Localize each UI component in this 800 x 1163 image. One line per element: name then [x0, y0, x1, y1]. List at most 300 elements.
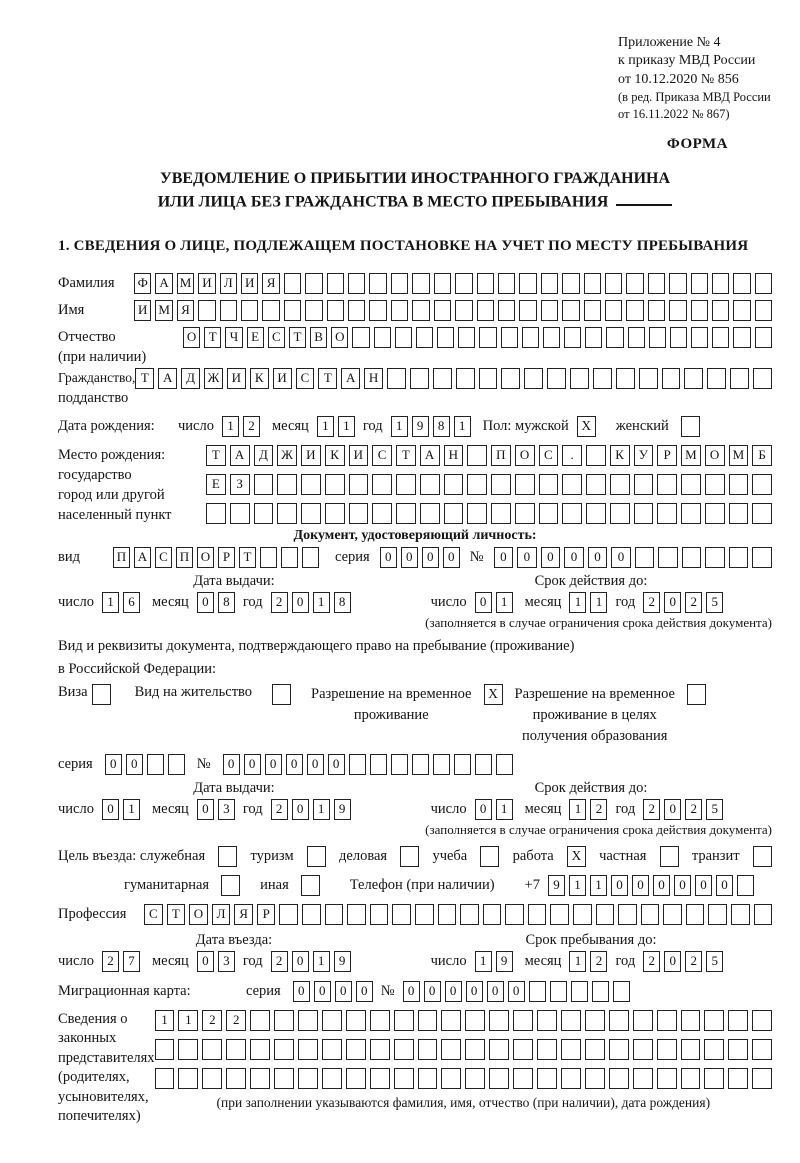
char-cell[interactable] [755, 300, 772, 321]
char-cell[interactable]: 1 [475, 951, 492, 972]
char-cell[interactable] [635, 547, 655, 568]
char-cell[interactable] [465, 1010, 485, 1031]
char-cell[interactable] [305, 273, 322, 294]
char-cell[interactable] [681, 1010, 701, 1031]
char-cell[interactable] [279, 904, 298, 925]
char-cell[interactable] [513, 1068, 533, 1089]
char-cell[interactable]: 0 [487, 981, 504, 1002]
char-cell[interactable]: 0 [541, 547, 561, 568]
char-cell[interactable]: 2 [590, 799, 607, 820]
char-cell[interactable]: Л [212, 904, 231, 925]
char-cell[interactable]: К [610, 445, 630, 466]
char-cell[interactable] [537, 1010, 557, 1031]
char-cell[interactable] [705, 474, 725, 495]
char-cell[interactable] [444, 474, 464, 495]
char-cell[interactable] [618, 904, 637, 925]
char-cell[interactable]: 0 [292, 799, 309, 820]
char-cell[interactable] [479, 327, 496, 348]
char-cell[interactable] [541, 273, 558, 294]
char-cell[interactable] [284, 273, 301, 294]
char-cell[interactable] [230, 503, 250, 524]
char-cell[interactable] [198, 300, 215, 321]
char-cell[interactable] [628, 327, 645, 348]
char-cell[interactable] [648, 300, 665, 321]
char-cell[interactable] [434, 300, 451, 321]
char-cell[interactable] [391, 273, 408, 294]
char-cell[interactable]: 1 [123, 799, 140, 820]
char-cell[interactable] [477, 300, 494, 321]
char-cell[interactable]: О [515, 445, 535, 466]
char-cell[interactable] [418, 1068, 438, 1089]
purpose-business-checkbox[interactable] [400, 846, 419, 867]
char-cell[interactable]: С [155, 547, 172, 568]
char-cell[interactable]: М [155, 300, 172, 321]
char-cell[interactable]: 9 [334, 799, 351, 820]
char-cell[interactable] [752, 547, 772, 568]
char-cell[interactable] [573, 904, 592, 925]
char-cell[interactable]: Ч [225, 327, 242, 348]
char-cell[interactable]: У [634, 445, 654, 466]
char-cell[interactable] [301, 474, 321, 495]
sex-female-checkbox[interactable] [681, 416, 700, 437]
char-cell[interactable]: 1 [313, 951, 330, 972]
char-cell[interactable] [586, 503, 606, 524]
char-cell[interactable] [639, 368, 658, 389]
char-cell[interactable] [479, 368, 498, 389]
char-cell[interactable] [584, 273, 601, 294]
char-cell[interactable]: С [268, 327, 285, 348]
char-cell[interactable] [708, 904, 727, 925]
char-cell[interactable]: А [341, 368, 360, 389]
char-cell[interactable] [505, 904, 524, 925]
char-cell[interactable] [626, 273, 643, 294]
char-cell[interactable] [691, 273, 708, 294]
char-cell[interactable]: 0 [564, 547, 584, 568]
char-cell[interactable] [681, 1039, 701, 1060]
char-cell[interactable] [250, 1068, 270, 1089]
char-cell[interactable]: Б [752, 445, 772, 466]
char-cell[interactable] [441, 1039, 461, 1060]
char-cell[interactable]: И [349, 445, 369, 466]
char-cell[interactable] [396, 503, 416, 524]
char-cell[interactable] [374, 327, 391, 348]
char-cell[interactable] [609, 1068, 629, 1089]
char-cell[interactable]: 0 [664, 592, 681, 613]
char-cell[interactable]: 3 [218, 951, 235, 972]
char-cell[interactable] [420, 503, 440, 524]
char-cell[interactable]: 0 [403, 981, 420, 1002]
char-cell[interactable] [753, 368, 772, 389]
char-cell[interactable]: И [273, 368, 292, 389]
char-cell[interactable] [561, 1039, 581, 1060]
char-cell[interactable]: О [197, 547, 214, 568]
char-cell[interactable] [609, 1039, 629, 1060]
char-cell[interactable]: 0 [307, 754, 324, 775]
char-cell[interactable] [396, 474, 416, 495]
char-cell[interactable] [733, 273, 750, 294]
char-cell[interactable]: 0 [293, 981, 310, 1002]
char-cell[interactable]: Ж [204, 368, 223, 389]
char-cell[interactable]: 1 [178, 1010, 198, 1031]
char-cell[interactable] [704, 1068, 724, 1089]
char-cell[interactable]: Ф [134, 273, 151, 294]
char-cell[interactable] [274, 1010, 294, 1031]
char-cell[interactable] [513, 1010, 533, 1031]
purpose-private-checkbox[interactable] [660, 846, 679, 867]
char-cell[interactable]: Е [247, 327, 264, 348]
char-cell[interactable] [704, 1039, 724, 1060]
char-cell[interactable]: 2 [271, 799, 288, 820]
char-cell[interactable]: 9 [548, 875, 565, 896]
char-cell[interactable] [325, 503, 345, 524]
char-cell[interactable] [369, 273, 386, 294]
char-cell[interactable]: 8 [334, 592, 351, 613]
char-cell[interactable]: А [230, 445, 250, 466]
char-cell[interactable]: 0 [286, 754, 303, 775]
char-cell[interactable] [346, 1039, 366, 1060]
char-cell[interactable]: 0 [632, 875, 649, 896]
char-cell[interactable] [633, 1039, 653, 1060]
char-cell[interactable]: 0 [126, 754, 143, 775]
char-cell[interactable] [585, 327, 602, 348]
char-cell[interactable] [178, 1068, 198, 1089]
char-cell[interactable] [327, 273, 344, 294]
temp-residence-edu-checkbox[interactable] [687, 684, 706, 705]
char-cell[interactable]: 8 [433, 416, 450, 437]
char-cell[interactable] [392, 904, 411, 925]
char-cell[interactable] [712, 273, 729, 294]
char-cell[interactable] [605, 300, 622, 321]
char-cell[interactable]: 0 [475, 799, 492, 820]
char-cell[interactable] [327, 300, 344, 321]
char-cell[interactable] [537, 1039, 557, 1060]
char-cell[interactable] [561, 1010, 581, 1031]
purpose-work-checkbox[interactable]: X [567, 846, 586, 867]
char-cell[interactable]: М [177, 273, 194, 294]
char-cell[interactable] [349, 754, 366, 775]
char-cell[interactable]: 2 [102, 951, 119, 972]
char-cell[interactable] [394, 1068, 414, 1089]
char-cell[interactable] [467, 503, 487, 524]
char-cell[interactable] [729, 547, 749, 568]
char-cell[interactable]: 2 [685, 799, 702, 820]
char-cell[interactable] [657, 503, 677, 524]
char-cell[interactable] [681, 474, 701, 495]
char-cell[interactable] [456, 368, 475, 389]
char-cell[interactable] [412, 273, 429, 294]
char-cell[interactable]: С [144, 904, 163, 925]
char-cell[interactable] [433, 368, 452, 389]
char-cell[interactable] [562, 273, 579, 294]
char-cell[interactable]: П [491, 445, 511, 466]
char-cell[interactable] [298, 1010, 318, 1031]
char-cell[interactable] [348, 300, 365, 321]
char-cell[interactable]: 0 [588, 547, 608, 568]
char-cell[interactable] [155, 1039, 175, 1060]
char-cell[interactable] [691, 327, 708, 348]
char-cell[interactable]: Т [239, 547, 256, 568]
char-cell[interactable]: Н [444, 445, 464, 466]
char-cell[interactable] [460, 904, 479, 925]
char-cell[interactable] [352, 327, 369, 348]
char-cell[interactable] [585, 1010, 605, 1031]
char-cell[interactable]: 0 [102, 799, 119, 820]
char-cell[interactable]: П [113, 547, 130, 568]
char-cell[interactable] [437, 327, 454, 348]
char-cell[interactable]: 9 [496, 951, 513, 972]
char-cell[interactable] [465, 1068, 485, 1089]
char-cell[interactable]: 1 [569, 875, 586, 896]
char-cell[interactable]: 0 [292, 592, 309, 613]
char-cell[interactable]: 0 [105, 754, 122, 775]
char-cell[interactable] [733, 327, 750, 348]
char-cell[interactable] [634, 503, 654, 524]
char-cell[interactable]: Я [177, 300, 194, 321]
char-cell[interactable]: 9 [334, 951, 351, 972]
char-cell[interactable]: 0 [475, 592, 492, 613]
char-cell[interactable]: И [198, 273, 215, 294]
char-cell[interactable] [550, 904, 569, 925]
char-cell[interactable] [691, 300, 708, 321]
char-cell[interactable] [684, 368, 703, 389]
char-cell[interactable] [528, 904, 547, 925]
char-cell[interactable]: 2 [685, 951, 702, 972]
char-cell[interactable]: 2 [271, 592, 288, 613]
char-cell[interactable]: 0 [611, 875, 628, 896]
char-cell[interactable] [477, 273, 494, 294]
char-cell[interactable]: 2 [643, 951, 660, 972]
char-cell[interactable] [347, 904, 366, 925]
char-cell[interactable] [489, 1010, 509, 1031]
char-cell[interactable]: А [134, 547, 151, 568]
char-cell[interactable]: 0 [445, 981, 462, 1002]
purpose-humanitarian-checkbox[interactable] [221, 875, 240, 896]
char-cell[interactable] [752, 1068, 772, 1089]
char-cell[interactable] [412, 754, 429, 775]
char-cell[interactable]: И [301, 445, 321, 466]
char-cell[interactable]: 1 [313, 799, 330, 820]
char-cell[interactable]: 1 [569, 592, 586, 613]
char-cell[interactable] [585, 1068, 605, 1089]
char-cell[interactable] [586, 445, 606, 466]
char-cell[interactable] [539, 474, 559, 495]
char-cell[interactable]: . [562, 445, 582, 466]
char-cell[interactable] [515, 474, 535, 495]
char-cell[interactable] [483, 904, 502, 925]
char-cell[interactable] [707, 368, 726, 389]
char-cell[interactable] [178, 1039, 198, 1060]
char-cell[interactable]: О [331, 327, 348, 348]
char-cell[interactable] [755, 327, 772, 348]
char-cell[interactable]: 2 [590, 951, 607, 972]
char-cell[interactable] [455, 273, 472, 294]
char-cell[interactable] [467, 474, 487, 495]
char-cell[interactable] [418, 1010, 438, 1031]
char-cell[interactable] [519, 300, 536, 321]
char-cell[interactable]: О [189, 904, 208, 925]
char-cell[interactable] [444, 503, 464, 524]
char-cell[interactable] [730, 368, 749, 389]
char-cell[interactable] [498, 300, 515, 321]
char-cell[interactable] [550, 981, 567, 1002]
char-cell[interactable] [349, 474, 369, 495]
char-cell[interactable]: 5 [706, 799, 723, 820]
char-cell[interactable]: А [420, 445, 440, 466]
char-cell[interactable] [370, 1039, 390, 1060]
char-cell[interactable] [348, 273, 365, 294]
char-cell[interactable] [260, 547, 277, 568]
char-cell[interactable] [496, 754, 513, 775]
char-cell[interactable] [616, 368, 635, 389]
char-cell[interactable]: 0 [265, 754, 282, 775]
char-cell[interactable] [515, 503, 535, 524]
char-cell[interactable] [489, 1068, 509, 1089]
char-cell[interactable] [438, 904, 457, 925]
char-cell[interactable]: Т [206, 445, 226, 466]
char-cell[interactable] [501, 327, 518, 348]
char-cell[interactable] [634, 474, 654, 495]
char-cell[interactable] [475, 754, 492, 775]
char-cell[interactable] [394, 1010, 414, 1031]
char-cell[interactable]: Ж [277, 445, 297, 466]
char-cell[interactable]: 5 [706, 592, 723, 613]
char-cell[interactable]: 0 [314, 981, 331, 1002]
char-cell[interactable]: 0 [517, 547, 537, 568]
char-cell[interactable] [491, 503, 511, 524]
char-cell[interactable] [633, 1068, 653, 1089]
char-cell[interactable] [254, 474, 274, 495]
char-cell[interactable] [302, 547, 319, 568]
char-cell[interactable]: 1 [590, 875, 607, 896]
char-cell[interactable]: 0 [422, 547, 439, 568]
char-cell[interactable] [682, 547, 702, 568]
char-cell[interactable]: Н [364, 368, 383, 389]
char-cell[interactable] [420, 474, 440, 495]
char-cell[interactable]: 0 [223, 754, 240, 775]
char-cell[interactable] [610, 474, 630, 495]
char-cell[interactable]: 0 [674, 875, 691, 896]
char-cell[interactable] [412, 300, 429, 321]
char-cell[interactable] [633, 1010, 653, 1031]
char-cell[interactable] [519, 273, 536, 294]
char-cell[interactable]: 0 [292, 951, 309, 972]
char-cell[interactable] [498, 273, 515, 294]
char-cell[interactable] [529, 981, 546, 1002]
char-cell[interactable]: 0 [424, 981, 441, 1002]
char-cell[interactable] [737, 875, 754, 896]
char-cell[interactable] [418, 1039, 438, 1060]
char-cell[interactable]: Я [234, 904, 253, 925]
purpose-other-checkbox[interactable] [301, 875, 320, 896]
char-cell[interactable]: 1 [102, 592, 119, 613]
char-cell[interactable]: 0 [508, 981, 525, 1002]
purpose-tourism-checkbox[interactable] [307, 846, 326, 867]
char-cell[interactable]: П [176, 547, 193, 568]
char-cell[interactable]: 2 [243, 416, 260, 437]
char-cell[interactable] [489, 1039, 509, 1060]
char-cell[interactable] [274, 1039, 294, 1060]
char-cell[interactable] [465, 1039, 485, 1060]
char-cell[interactable] [467, 445, 487, 466]
char-cell[interactable]: 9 [412, 416, 429, 437]
char-cell[interactable] [250, 1010, 270, 1031]
char-cell[interactable]: 6 [123, 592, 140, 613]
char-cell[interactable] [705, 547, 725, 568]
char-cell[interactable]: В [310, 327, 327, 348]
char-cell[interactable]: 0 [664, 951, 681, 972]
char-cell[interactable] [168, 754, 185, 775]
char-cell[interactable]: 1 [222, 416, 239, 437]
char-cell[interactable] [547, 368, 566, 389]
char-cell[interactable] [298, 1039, 318, 1060]
char-cell[interactable]: З [230, 474, 250, 495]
char-cell[interactable] [657, 1039, 677, 1060]
char-cell[interactable]: 0 [466, 981, 483, 1002]
char-cell[interactable]: Т [396, 445, 416, 466]
char-cell[interactable] [284, 300, 301, 321]
char-cell[interactable] [349, 503, 369, 524]
char-cell[interactable] [441, 1010, 461, 1031]
purpose-transit-checkbox[interactable] [753, 846, 772, 867]
char-cell[interactable] [434, 273, 451, 294]
char-cell[interactable]: М [729, 445, 749, 466]
char-cell[interactable] [596, 904, 615, 925]
char-cell[interactable] [346, 1068, 366, 1089]
char-cell[interactable]: 0 [611, 547, 631, 568]
char-cell[interactable]: 0 [197, 799, 214, 820]
char-cell[interactable] [662, 368, 681, 389]
char-cell[interactable] [752, 474, 772, 495]
char-cell[interactable] [610, 503, 630, 524]
char-cell[interactable]: И [241, 273, 258, 294]
char-cell[interactable]: 2 [643, 592, 660, 613]
purpose-official-checkbox[interactable] [218, 846, 237, 867]
char-cell[interactable] [585, 1039, 605, 1060]
char-cell[interactable] [370, 1068, 390, 1089]
char-cell[interactable] [712, 327, 729, 348]
char-cell[interactable] [731, 904, 750, 925]
char-cell[interactable]: 1 [391, 416, 408, 437]
char-cell[interactable] [395, 327, 412, 348]
char-cell[interactable] [705, 503, 725, 524]
char-cell[interactable]: К [325, 445, 345, 466]
char-cell[interactable] [254, 503, 274, 524]
char-cell[interactable]: Р [218, 547, 235, 568]
char-cell[interactable] [663, 904, 682, 925]
char-cell[interactable] [593, 368, 612, 389]
char-cell[interactable]: Т [135, 368, 154, 389]
char-cell[interactable] [262, 300, 279, 321]
char-cell[interactable] [277, 474, 297, 495]
char-cell[interactable] [370, 754, 387, 775]
char-cell[interactable]: 1 [569, 951, 586, 972]
char-cell[interactable] [584, 300, 601, 321]
char-cell[interactable] [728, 1010, 748, 1031]
char-cell[interactable] [455, 300, 472, 321]
char-cell[interactable] [562, 300, 579, 321]
char-cell[interactable] [605, 273, 622, 294]
char-cell[interactable] [626, 300, 643, 321]
char-cell[interactable] [522, 327, 539, 348]
char-cell[interactable]: 1 [496, 592, 513, 613]
char-cell[interactable]: 1 [454, 416, 471, 437]
char-cell[interactable] [613, 981, 630, 1002]
char-cell[interactable]: 2 [226, 1010, 246, 1031]
char-cell[interactable] [202, 1039, 222, 1060]
char-cell[interactable]: Л [220, 273, 237, 294]
char-cell[interactable]: И [227, 368, 246, 389]
char-cell[interactable]: А [158, 368, 177, 389]
